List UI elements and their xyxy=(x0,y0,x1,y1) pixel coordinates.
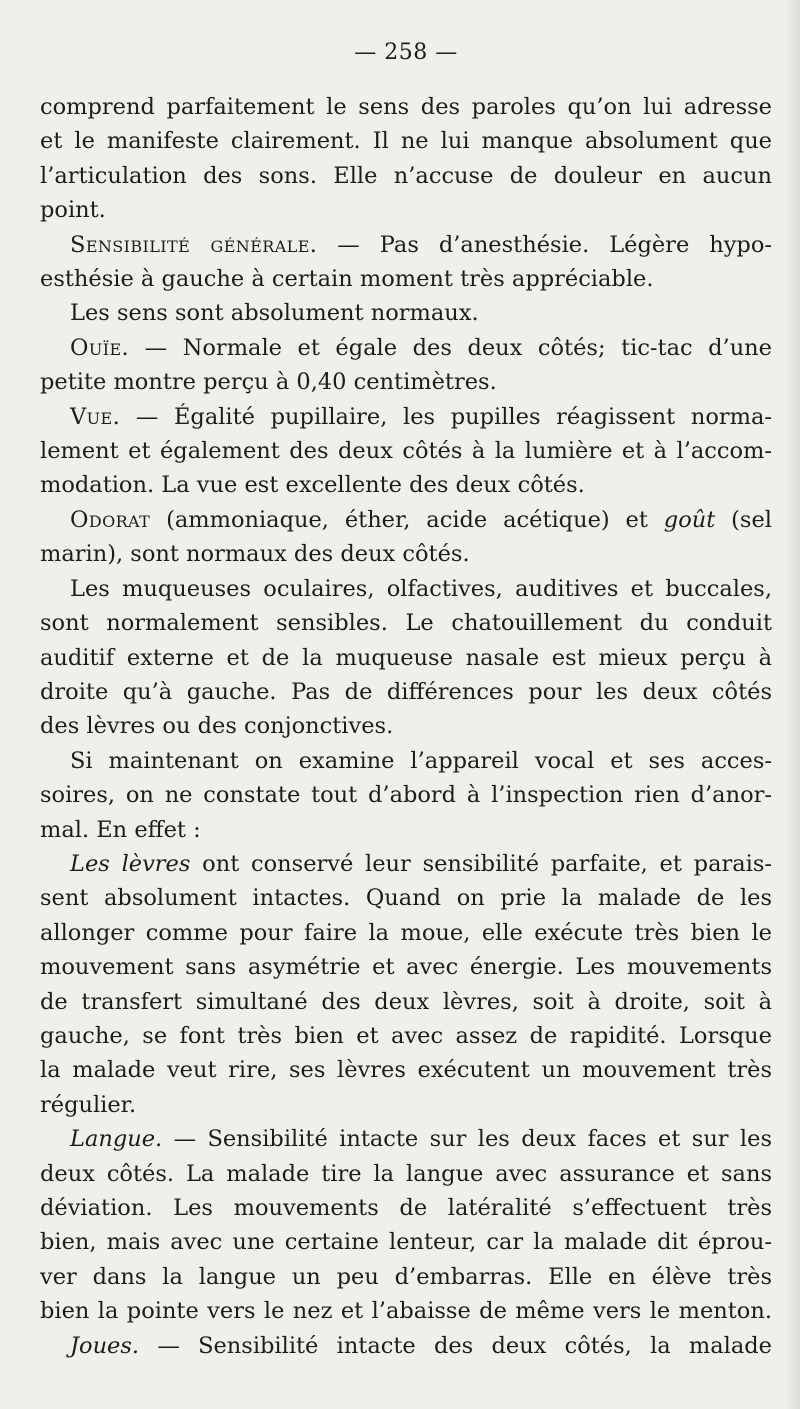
text-run: marin), sont normaux des deux côtés. xyxy=(40,541,470,568)
text-run: gauche, se font très bien et avec assez de rapidité. Lorsque xyxy=(40,1022,772,1049)
text-line xyxy=(40,950,772,984)
text-run: (sel xyxy=(715,506,772,533)
text-line xyxy=(40,1191,772,1225)
text-run: régulier. xyxy=(40,1091,137,1118)
text-run: la malade veut rire, ses lèvres exécutent un mouvement très xyxy=(40,1057,772,1084)
text-line xyxy=(40,1088,772,1122)
text-run: comprend parfaitement le sens des paroles qu’on lui adresse xyxy=(40,94,772,120)
text-line xyxy=(40,985,772,1019)
text-run: Si maintenant on examine l’appareil vocal et ses acces- xyxy=(70,747,772,774)
text-run: (ammoniaque, éther, acide acétique) et xyxy=(150,506,664,533)
italic-term: Les lèvres xyxy=(70,850,191,877)
text-run: ver dans la langue un peu d’embarras. Elle en élève très xyxy=(40,1263,772,1290)
text-line xyxy=(40,331,772,365)
text-run: bien la pointe vers le nez et l’abaisse de même vers le menton. xyxy=(40,1298,772,1325)
text-line xyxy=(40,1157,772,1191)
text-line xyxy=(40,228,772,262)
text-line xyxy=(40,675,772,709)
text-run: de transfert simultané des deux lèvres, soit à droite, soit à xyxy=(40,988,772,1015)
text-line xyxy=(40,124,772,158)
text-run: modation. La vue est excellente des deux côtés. xyxy=(40,472,585,499)
text-line xyxy=(40,468,772,502)
text-line xyxy=(40,709,772,743)
text-line xyxy=(40,1294,772,1328)
text-run: l’articulation des sons. Elle n’accuse de douleur en aucun xyxy=(40,162,772,189)
text-line xyxy=(40,744,772,778)
section-heading: Sensibilité générale. xyxy=(70,231,318,258)
text-line xyxy=(40,1019,772,1053)
page-number: — 258 — xyxy=(354,40,458,65)
text-line xyxy=(40,778,772,812)
text-body xyxy=(40,90,772,1363)
text-line xyxy=(40,606,772,640)
text-run: mal. En effet : xyxy=(40,816,201,843)
text-line xyxy=(40,1260,772,1294)
text-line xyxy=(40,1122,772,1156)
text-run: ont conservé leur sensibilité parfaite, et parais- xyxy=(190,850,772,877)
text-line xyxy=(40,847,772,881)
text-run: Les sens sont absolument normaux. xyxy=(70,300,479,327)
italic-term: Langue. xyxy=(70,1126,163,1153)
text-run: sent absolument intactes. Quand on prie la malade de les xyxy=(40,885,772,912)
text-run: et le manifeste clairement. Il ne lui manque absolument que xyxy=(40,128,772,155)
text-run: — Sensibilité intacte sur les deux faces et sur les xyxy=(162,1126,772,1153)
text-run: sont normalement sensibles. Le chatouillement du conduit xyxy=(40,610,772,637)
text-line xyxy=(40,1329,772,1363)
text-run: droite qu’à gauche. Pas de différences pour les deux côtés xyxy=(40,678,772,705)
text-run: soires, on ne constate tout d’abord à l’inspection rien d’anor- xyxy=(40,782,772,809)
text-line xyxy=(40,262,772,296)
text-run: mouvement sans asymétrie et avec énergie. Les mouvements xyxy=(40,954,772,981)
text-line xyxy=(40,434,772,468)
text-line xyxy=(40,400,772,434)
text-run: — Normale et égale des deux côtés; tic-tac d’une xyxy=(129,334,772,361)
text-line xyxy=(40,916,772,950)
text-line xyxy=(40,503,772,537)
section-heading: Odorat xyxy=(70,506,151,533)
text-line xyxy=(40,90,772,124)
text-run: — Pas d’anesthésie. Légère hypo- xyxy=(317,231,772,258)
text-run: auditif externe et de la muqueuse nasale est mieux perçu à xyxy=(40,644,772,671)
text-run: esthésie à gauche à certain moment très appréciable. xyxy=(40,266,654,293)
text-run: déviation. Les mouvements de latéralité s’effectuent très xyxy=(40,1195,772,1221)
text-line xyxy=(40,1053,772,1087)
text-line xyxy=(40,1225,772,1259)
section-heading: Ouïe. xyxy=(70,334,130,361)
italic-term: goût xyxy=(663,506,716,533)
section-heading: Vue. xyxy=(70,403,121,430)
text-run: des lèvres ou des conjonctives. xyxy=(40,713,394,740)
text-line xyxy=(40,159,772,193)
text-run: Les muqueuses oculaires, olfactives, auditives et buccales, xyxy=(70,575,772,602)
text-line xyxy=(40,641,772,675)
text-run: allonger comme pour faire la moue, elle exécute très bien le xyxy=(40,919,772,946)
text-run: point. xyxy=(40,197,106,224)
text-run: — Égalité pupillaire, les pupilles réagissent norma- xyxy=(120,403,772,430)
text-line xyxy=(40,881,772,915)
text-run: petite montre perçu à 0,40 centimètres. xyxy=(40,369,497,396)
text-run: bien, mais avec une certaine lenteur, car la malade dit éprou- xyxy=(40,1229,772,1256)
text-run: — Sensibilité intacte des deux côtés, la malade xyxy=(139,1332,772,1359)
text-line xyxy=(40,296,772,330)
text-line xyxy=(40,572,772,606)
text-line xyxy=(40,365,772,399)
text-line xyxy=(40,537,772,571)
text-line xyxy=(40,193,772,227)
italic-term: Joues. xyxy=(70,1332,140,1359)
text-run: lement et également des deux côtés à la lumière et à l’accom- xyxy=(40,438,772,465)
text-run: deux côtés. La malade tire la langue avec assurance et sans xyxy=(40,1160,772,1187)
text-line xyxy=(40,813,772,847)
